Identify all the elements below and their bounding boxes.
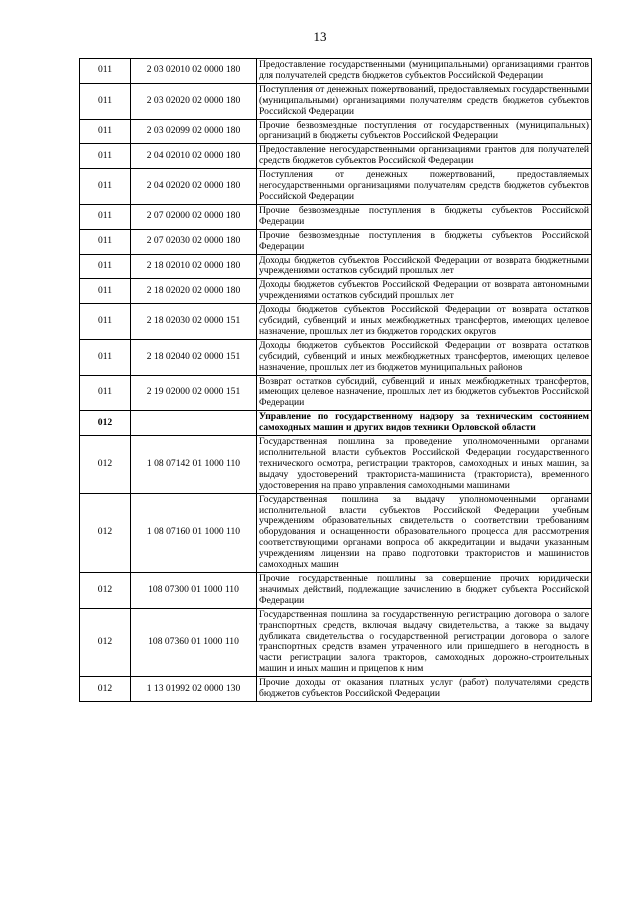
admin-code-cell: 011 bbox=[80, 144, 131, 169]
budget-code-cell: 2 18 02020 02 0000 180 bbox=[131, 279, 257, 304]
budget-code-cell bbox=[131, 411, 257, 436]
revenue-name-cell: Доходы бюджетов субъектов Российской Федерации от возврата остатков субсидий, субвенций и иных межбюджетных трансфертов, имеющих целевое назначение, прошлых лет из бюджетов муниципальных районов bbox=[257, 339, 592, 375]
admin-code-cell: 011 bbox=[80, 375, 131, 411]
revenue-name-cell: Поступления от денежных пожертвований, предоставляемых государственными (муниципальными) организациями получателям средств бюджетов субъектов Российской Федерации bbox=[257, 83, 592, 119]
budget-code-cell: 2 18 02030 02 0000 151 bbox=[131, 304, 257, 340]
table-row bbox=[80, 677, 592, 702]
budget-code-cell: 2 18 02010 02 0000 180 bbox=[131, 254, 257, 279]
revenue-name-cell: Государственная пошлина за государственную регистрацию договора о залоге транспортных средств, включая выдачу свидетельства, а также за выдачу дубликата свидетельства о государственной регистрации договора о залоге транспортных средств взамен утраченного или пришедшего в негодность в части регистрации залога тракторов, самоходных дорожно-строительных машин и иных машин и прицепов к ним bbox=[257, 608, 592, 676]
table-row bbox=[80, 572, 592, 608]
admin-code-cell: 011 bbox=[80, 169, 131, 205]
admin-code-cell: 011 bbox=[80, 59, 131, 84]
revenue-name-cell: Прочие безвозмездные поступления в бюджеты субъектов Российской Федерации bbox=[257, 204, 592, 229]
admin-code-cell: 012 bbox=[80, 608, 131, 676]
revenue-name-cell: Возврат остатков субсидий, субвенций и иных межбюджетных трансфертов, имеющих целевое назначение, прошлых лет из бюджетов субъектов Российской Федерации bbox=[257, 375, 592, 411]
admin-code-cell: 011 bbox=[80, 339, 131, 375]
table-row bbox=[80, 493, 592, 572]
admin-code-cell: 011 bbox=[80, 119, 131, 144]
revenue-name-cell: Доходы бюджетов субъектов Российской Федерации от возврата автономными учреждениями остатков субсидий прошлых лет bbox=[257, 279, 592, 304]
budget-code-cell: 1 08 07160 01 1000 110 bbox=[131, 493, 257, 572]
revenue-name-cell: Прочие безвозмездные поступления от государственных (муниципальных) организаций в бюджеты субъектов Российской Федерации bbox=[257, 119, 592, 144]
budget-code-cell: 2 04 02020 02 0000 180 bbox=[131, 169, 257, 205]
budget-code-cell: 108 07300 01 1000 110 bbox=[131, 572, 257, 608]
budget-code-cell: 108 07360 01 1000 110 bbox=[131, 608, 257, 676]
budget-code-cell: 2 07 02030 02 0000 180 bbox=[131, 229, 257, 254]
budget-codes-table bbox=[79, 58, 592, 702]
admin-code-cell: 012 bbox=[80, 677, 131, 702]
revenue-name-cell: Доходы бюджетов субъектов Российской Федерации от возврата бюджетными учреждениями остатков субсидий прошлых лет bbox=[257, 254, 592, 279]
revenue-name-cell: Государственная пошлина за проведение уполномоченными органами исполнительной власти субъектов Российской Федерации государственного технического осмотра, регистрации тракторов, самоходных и иных машин, за выдачу удостоверений тракториста-машиниста (тракториста), временного удостоверения на право управления самоходными машинами bbox=[257, 436, 592, 494]
revenue-name-cell: Поступления от денежных пожертвований, предоставляемых негосударственными организациями получателям средств бюджетов субъектов Российской Федерации bbox=[257, 169, 592, 205]
revenue-name-cell: Предоставление негосударственными организациями грантов для получателей средств бюджетов субъектов Российской Федерации bbox=[257, 144, 592, 169]
admin-code-cell: 011 bbox=[80, 83, 131, 119]
admin-code-cell: 011 bbox=[80, 279, 131, 304]
revenue-name-cell: Прочие государственные пошлины за совершение прочих юридически значимых действий, подлежащие зачислению в бюджет субъекта Российской Федерации bbox=[257, 572, 592, 608]
table-row bbox=[80, 144, 592, 169]
table-row bbox=[80, 279, 592, 304]
revenue-name-cell: Государственная пошлина за выдачу уполномоченными органами исполнительной власти субъектов Российской Федерации учебным учреждениям образовательных свидетельств о соответствии требованиям оборудования и оснащенности образовательного процесса для рассмотрения соответствующими органами вопроса об аккредитации и выдачи указанным учреждениям лицензии на право подготовки трактористов и машинистов самоходных машин bbox=[257, 493, 592, 572]
budget-code-cell: 1 08 07142 01 1000 110 bbox=[131, 436, 257, 494]
table-row bbox=[80, 608, 592, 676]
budget-code-cell: 2 18 02040 02 0000 151 bbox=[131, 339, 257, 375]
table-row bbox=[80, 339, 592, 375]
revenue-name-cell: Прочие доходы от оказания платных услуг (работ) получателями средств бюджетов субъектов Российской Федерации bbox=[257, 677, 592, 702]
admin-code-cell: 012 bbox=[80, 436, 131, 494]
table-row bbox=[80, 411, 592, 436]
table-row bbox=[80, 375, 592, 411]
page-number: 13 bbox=[313, 29, 327, 44]
budget-code-cell: 2 03 02099 02 0000 180 bbox=[131, 119, 257, 144]
revenue-name-cell: Предоставление государственными (муниципальными) организациями грантов для получателей средств бюджетов субъектов Российской Федерации bbox=[257, 59, 592, 84]
table-row bbox=[80, 254, 592, 279]
table-row bbox=[80, 204, 592, 229]
revenue-name-cell: Управление по государственному надзору за техническим состоянием самоходных машин и других видов техники Орловской области bbox=[257, 411, 592, 436]
admin-code-cell: 011 bbox=[80, 229, 131, 254]
budget-code-cell: 2 07 02000 02 0000 180 bbox=[131, 204, 257, 229]
budget-code-cell: 2 03 02020 02 0000 180 bbox=[131, 83, 257, 119]
table-row bbox=[80, 304, 592, 340]
admin-code-cell: 011 bbox=[80, 204, 131, 229]
budget-code-cell: 1 13 01992 02 0000 130 bbox=[131, 677, 257, 702]
admin-code-cell: 012 bbox=[80, 572, 131, 608]
table-body bbox=[80, 59, 592, 702]
table-row bbox=[80, 436, 592, 494]
admin-code-cell: 011 bbox=[80, 254, 131, 279]
revenue-name-cell: Доходы бюджетов субъектов Российской Федерации от возврата остатков субсидий, субвенций и иных межбюджетных трансфертов, имеющих целевое назначение, прошлых лет из бюджетов городских округов bbox=[257, 304, 592, 340]
table-row bbox=[80, 169, 592, 205]
revenue-name-cell: Прочие безвозмездные поступления в бюджеты субъектов Российской Федерации bbox=[257, 229, 592, 254]
table-row bbox=[80, 119, 592, 144]
admin-code-cell: 011 bbox=[80, 304, 131, 340]
budget-code-cell: 2 03 02010 02 0000 180 bbox=[131, 59, 257, 84]
budget-code-cell: 2 04 02010 02 0000 180 bbox=[131, 144, 257, 169]
admin-code-cell: 012 bbox=[80, 411, 131, 436]
table-row bbox=[80, 83, 592, 119]
admin-code-cell: 012 bbox=[80, 493, 131, 572]
table-row bbox=[80, 229, 592, 254]
budget-code-cell: 2 19 02000 02 0000 151 bbox=[131, 375, 257, 411]
table-row bbox=[80, 59, 592, 84]
